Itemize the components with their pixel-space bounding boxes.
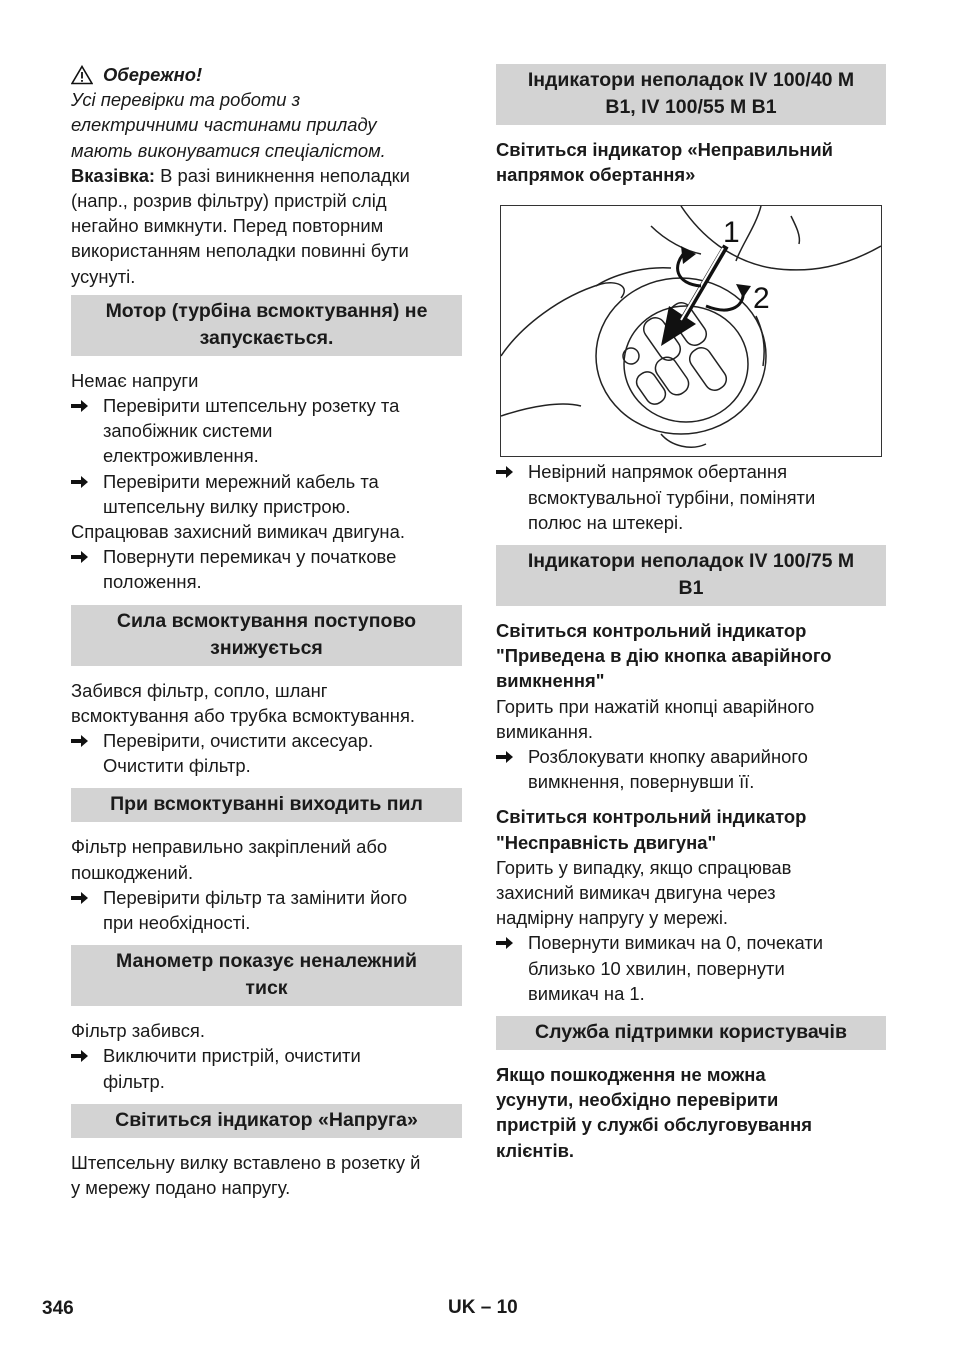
- section-heading-manometer: Манометр показує неналежний тиск: [71, 945, 462, 1006]
- caution-label: Обережно!: [103, 64, 203, 85]
- action-item: Перевірити штепсельну розетку та запобіжник системи електроживлення.: [71, 393, 462, 469]
- cause-text: Фільтр забився.: [71, 1020, 205, 1042]
- arrow-right-icon: [496, 459, 528, 535]
- arrow-right-icon: [71, 544, 103, 594]
- action-item: Перевірити, очистити аксесуар. Очистити фільтр.: [71, 728, 462, 778]
- cause-text: Немає напруги: [71, 369, 199, 391]
- figure-label-2: 2: [753, 282, 770, 316]
- section-heading-voltage: Світиться індикатор «Напруга»: [71, 1104, 462, 1138]
- arrow-right-icon: [496, 744, 528, 794]
- arrow-right-icon: [71, 393, 103, 469]
- action-item: Виключити пристрій, очистити фільтр.: [71, 1043, 462, 1093]
- caution-heading: [71, 62, 462, 87]
- action-item: Перевірити мережний кабель та штепсельну вилку пристрою.: [71, 469, 462, 519]
- action-item: Невірний напрямок обертання всмоктувальної турбіни, поміняти полюс на штекері.: [496, 459, 886, 535]
- section-heading-indicators-75: Індикатори неполадок IV 100/75 M B1: [496, 545, 886, 606]
- plug-rotation-illustration: [500, 205, 882, 457]
- page-number: 346: [42, 1298, 74, 1319]
- arrow-right-icon: [71, 469, 103, 519]
- arrow-right-icon: [496, 930, 528, 1006]
- body-text: Штепсельну вилку вставлено в розетку й у мережу подано напругу.: [71, 1151, 421, 1199]
- body-text: Горить у випадку, якщо спрацював захисний вимикач двигуна через надмірну напругу у мережі.: [496, 856, 792, 929]
- left-column: [71, 60, 462, 1200]
- action-item: Повернути перемикач у початкове положення.: [71, 544, 462, 594]
- section-heading-dust: При всмоктуванні виходить пил: [71, 788, 462, 822]
- subheading: Світиться індикатор «Неправильний напрямок обертання»: [496, 139, 833, 186]
- subheading: Світиться контрольний індикатор "Несправність двигуна": [496, 806, 807, 853]
- arrow-right-icon: [71, 885, 103, 935]
- right-column: [496, 64, 886, 1163]
- action-item: Повернути вимикач на 0, почекати близько 10 хвилин, повернути вимикач на 1.: [496, 930, 886, 1006]
- warning-triangle-icon: [71, 65, 93, 85]
- caution-text: Усі перевірки та роботи з електричними частинами приладу мають виконуватися спеціалістом.: [71, 89, 386, 161]
- page-code: UK – 10: [448, 1297, 518, 1318]
- plug-drawing: [501, 206, 881, 456]
- arrow-right-icon: [71, 728, 103, 778]
- section-heading-indicators-40-55: Індикатори неполадок IV 100/40 M B1, IV 100/55 M B1: [496, 64, 886, 125]
- section-heading-suction: Сила всмоктування поступово знижується: [71, 605, 462, 666]
- action-item: Перевірити фільтр та замінити його при необхідності.: [71, 885, 462, 935]
- section-heading-motor: Мотор (турбіна всмоктування) не запускається.: [71, 295, 462, 356]
- customer-service-text: Якщо пошкодження не можна усунути, необхідно перевірити пристрій у службі обслуговування клієнтів.: [496, 1064, 812, 1161]
- cause-text: Фільтр неправильно закріплений або пошкоджений.: [71, 836, 388, 883]
- note-text: Вказівка: В разі виникнення неполадки (напр., розрив фільтру) пристрій слід негайно вимкнути. Перед повторним використанням неполадки повинні бути усунуті.: [71, 164, 410, 287]
- action-item: Розблокувати кнопку аварийного вимкнення, повернувши її.: [496, 744, 886, 794]
- cause-text: Спрацював захисний вимикач двигуна.: [71, 521, 405, 543]
- note-label: Вказівка:: [71, 164, 156, 186]
- subheading: Світиться контрольний індикатор "Приведена в дію кнопка аварійного вимкнення": [496, 620, 832, 692]
- body-text: Горить при нажатій кнопці аварійного вимикання.: [496, 695, 815, 742]
- figure-label-1: 1: [723, 216, 740, 250]
- cause-text: Забився фільтр, сопло, шланг всмоктування або трубка всмоктування.: [71, 679, 416, 726]
- arrow-right-icon: [71, 1043, 103, 1093]
- section-heading-customer-service: Служба підтримки користувачів: [496, 1016, 886, 1050]
